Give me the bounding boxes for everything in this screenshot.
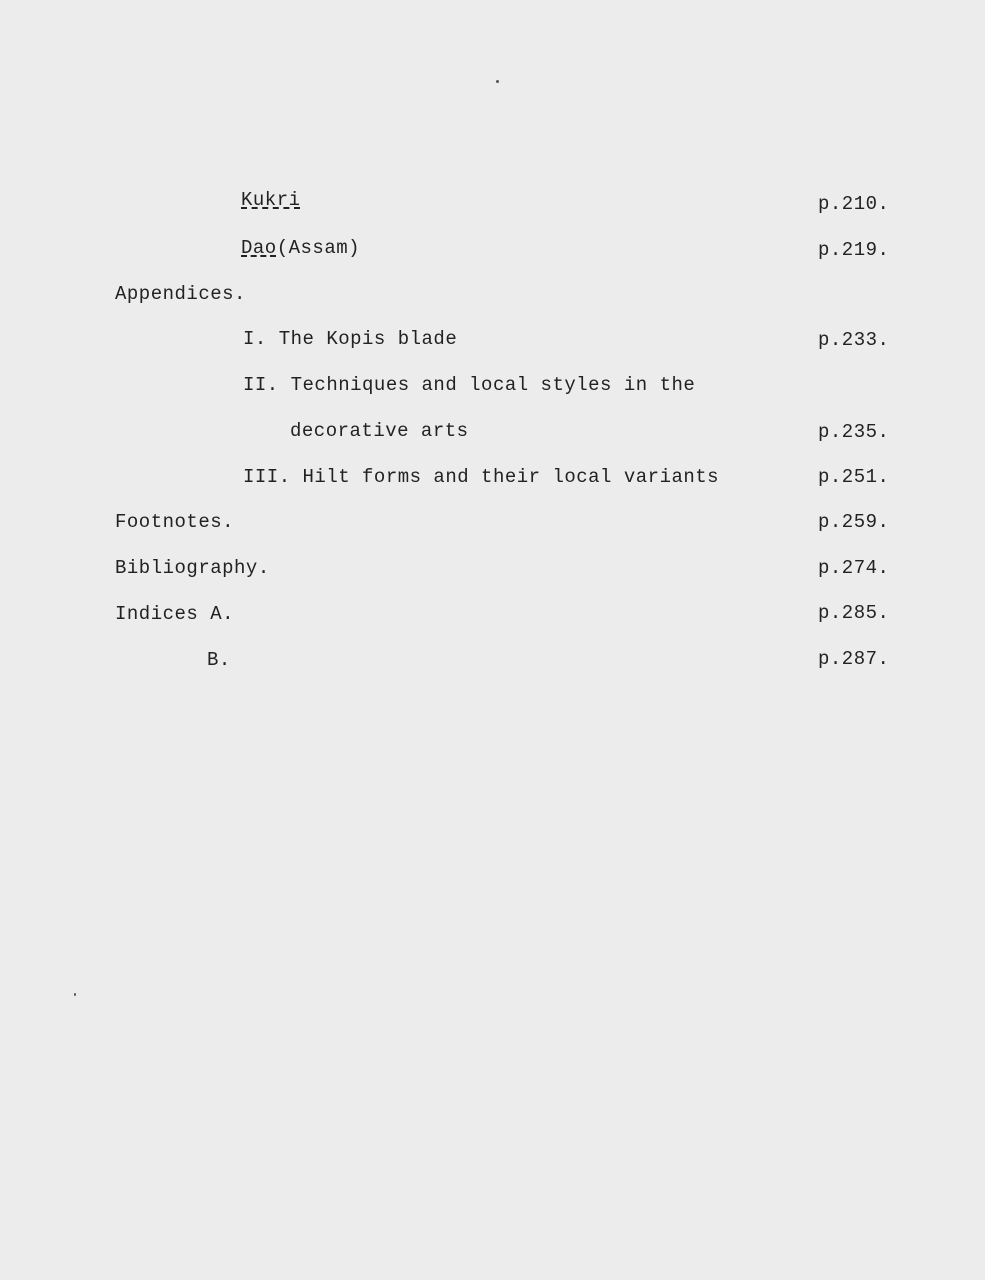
toc-entry-appendix-2-page: p.235.: [818, 421, 890, 443]
toc-entry-appendix-2-title-line2: decorative arts: [290, 420, 469, 442]
toc-entry-indices-b-page: p.287.: [818, 648, 890, 670]
toc-entry-appendix-3-page: p.251.: [818, 466, 890, 488]
kukri-title: Kukri: [241, 189, 301, 211]
toc-entry-appendix-3-title: III. Hilt forms and their local variants: [243, 466, 720, 488]
toc-entry-bibliography-title: Bibliography.: [115, 557, 270, 579]
toc-entry-dao-title: [241, 236, 360, 260]
dao-suffix: (Assam): [276, 237, 361, 259]
toc-entry-indices-b-title: B.: [207, 649, 231, 671]
toc-entry-footnotes-title: Footnotes.: [115, 511, 235, 533]
toc-entry-indices-a-page: p.285.: [818, 602, 890, 624]
toc-entry-appendix-1-title: I. The Kopis blade: [243, 328, 458, 350]
toc-entry-kukri-title: [241, 188, 301, 212]
toc-entry-appendix-2-title-line1: II. Techniques and local styles in the: [243, 374, 696, 396]
dao-title: Dao: [241, 237, 277, 259]
toc-entry-kukri-page: p.210.: [818, 193, 890, 215]
toc-entry-appendix-1-page: p.233.: [818, 329, 890, 351]
toc-section-appendices: Appendices.: [115, 283, 246, 305]
speck-mark: [496, 80, 499, 83]
toc-entry-indices-a-title: Indices A.: [115, 603, 235, 625]
speck-mark: [74, 993, 76, 996]
toc-entry-bibliography-page: p.274.: [818, 557, 890, 579]
toc-entry-footnotes-page: p.259.: [818, 511, 890, 533]
toc-entry-dao-page: p.219.: [818, 239, 890, 261]
